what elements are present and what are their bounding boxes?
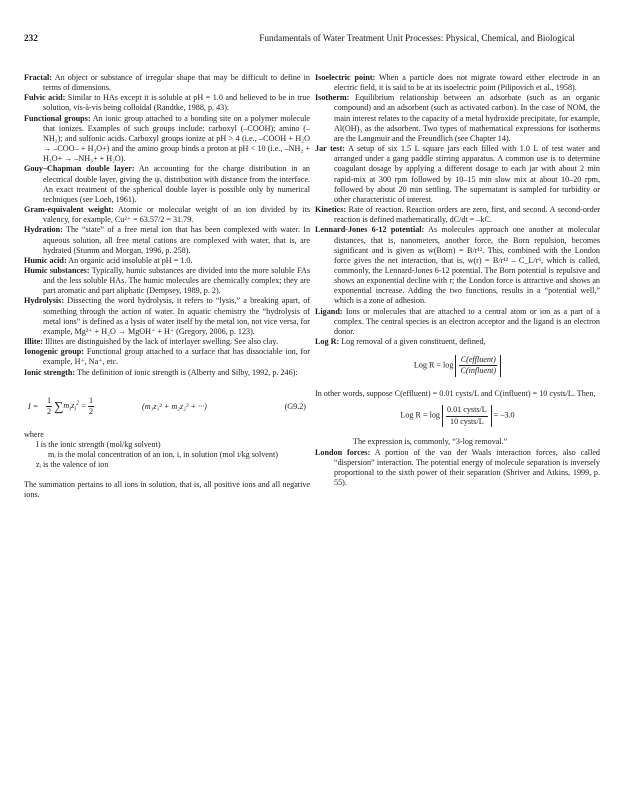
term: Fractal: bbox=[24, 73, 52, 82]
entry-hydration bbox=[24, 225, 310, 255]
entry-humic-substances bbox=[24, 266, 310, 296]
eq2-bracket bbox=[442, 405, 492, 426]
definition: Dissecting the word hydrolysis, it refers to “lysis,” a breaking apart, of something through the action of water. In aquatic chemistry the “hydrolysis of metal ions” is defined as a lysis of water itself by the metal ion, not vice versa, for example, Mg²⁺ + H₂O → MgOH⁺ + H⁺ (Gregory, 2006, p. 123). bbox=[43, 296, 310, 336]
running-title: Fundamentals of Water Treatment Unit Processes: Physical, Chemical, and Biological bbox=[259, 33, 575, 43]
entry-fractal bbox=[24, 73, 310, 93]
entry-kinetics bbox=[315, 205, 600, 225]
eq2-numerator: 0.01 cysts/L bbox=[446, 405, 488, 416]
definition: Ions or molecules that are attached to a central atom or ion as a part of a complex. The central species is an electron acceptor and the ligand is an electron donor. bbox=[334, 306, 600, 336]
term: Kinetics: bbox=[315, 205, 347, 215]
term: London forces: bbox=[315, 447, 371, 457]
eq1-bracket bbox=[455, 355, 501, 376]
entry-ligand bbox=[315, 307, 600, 337]
term: Isoelectric point: bbox=[315, 73, 376, 82]
definition: Equilibrium relationship between an adsorbate (such as an organic compound) and an adsorbent (such as activated carbon). In the case of NOM, the main interest relates to the capacity of a metal hydroxide precipitate, for example, Al(OH)₃ as the adsorbent. Two types of mathematical expressions for isotherms are the Langmuir and the Freundlich (see Chapter 14). bbox=[334, 93, 601, 143]
term: Gram-equivalent weight: bbox=[24, 205, 114, 215]
entry-lennard-jones bbox=[315, 225, 600, 306]
term: Jar test: bbox=[315, 144, 345, 154]
term: Hydration: bbox=[24, 225, 63, 235]
definition: An accounting for the charge distribution in an electrical double layer, giving the ψₓ distribution with distance from the interface. An exact treatment of the spherical double layer is possible only by numerical techniques (see Loeb, 1961). bbox=[43, 164, 310, 204]
definition: A portion of the van der Waals interaction forces, also called “dispersion” interaction. The potential energy of molecule separation is inversely proportional to the sixth power of their separation (Shriver and Atkins, 1999, p. 55). bbox=[334, 447, 600, 487]
definition: Log removal of a given constituent, defined, bbox=[341, 337, 486, 347]
term: Functional groups: bbox=[24, 113, 91, 123]
definition: An ionic group attached to a bonding site on a polymer molecule that ionizes. Examples of such groups include: carboxyl (–COOH); amino (–NH₂); and sulfonic acids. Carboxyl groups ionize at pH > 4 (i.e., –COOH + H₂O → –COO– + H₃O+) and the amino group binds a proton at pH < 10 (i.e., –NH₂ + H₃O+ → –NH₃+ + H₂O). bbox=[43, 113, 310, 164]
definition: A setup of six 1.5 L square jars each filled with 1.0 L of test water and arranged under a gang paddle stirring apparatus. A common use is to determine coagulant dosage by applying a different dosage to each jar with about 2 min rapid-mix at 300 rpm followed by 10–15 min slow mix at about 10–20 rpm, followed by about 20 min settling. The supernatant is sampled for turbidity or other characteristic of interest. bbox=[334, 144, 600, 204]
entry-functional-groups bbox=[24, 114, 310, 165]
definition: Similar to HAs except it is soluble at pH = 1.0 and believed to be in true solution, vis-à-vis being colloidal (Randtke, 1988, p. 43). bbox=[43, 93, 310, 113]
eq-label: (G9.2) bbox=[284, 401, 306, 411]
left-column bbox=[24, 73, 310, 501]
eq1-denominator: C(influent) bbox=[460, 366, 497, 376]
eq2-lhs: Log R = log bbox=[400, 410, 440, 420]
entry-jar-test bbox=[315, 144, 600, 205]
definition: The “state” of a free metal ion that has been complexed with water. In aqueous solution, all free metal cations are complexed with water, that is, are hydrated (Stumm and Morgan, 1996, p. 258). bbox=[43, 225, 311, 255]
definition: Functional group attached to a surface that has dissociable ion, for example, H⁺, Na⁺, etc. bbox=[43, 347, 311, 367]
term: Gouy–Chapman double layer: bbox=[24, 164, 135, 174]
where-item-molal: mᵢ is the molal concentration of an ion, i, in solution (mol i/kg solvent) bbox=[48, 450, 278, 459]
entry-hydrolysis bbox=[24, 296, 310, 337]
definition: When a particle does not migrate toward either electrode in an electric field, it is said to be at its isoelectric point (Pilipovich et al., 1958). bbox=[334, 73, 600, 93]
eq1-numerator: C(effluent) bbox=[459, 355, 497, 366]
entry-ionic-strength bbox=[24, 368, 310, 378]
right-column bbox=[315, 73, 600, 488]
entry-fulvic-acid bbox=[24, 93, 310, 113]
where-item-valence: zᵢ is the valence of ion bbox=[36, 460, 109, 470]
equation-g9-2 bbox=[24, 396, 310, 420]
page-number: 232 bbox=[24, 33, 38, 43]
term: Log R: bbox=[315, 337, 340, 347]
expression-note: The expression is, commonly, “3-log removal.” bbox=[353, 437, 508, 447]
where-label: where bbox=[24, 429, 44, 439]
term: Ionic strength: bbox=[24, 367, 76, 377]
eq-rhs: (m₁z₁² + m₂z₂² + ···) bbox=[142, 401, 207, 411]
equation-log-r bbox=[315, 355, 600, 381]
entry-london-forces bbox=[315, 448, 600, 489]
entry-gouy-chapman bbox=[24, 164, 310, 205]
eq2-rhs: = –3.0 bbox=[493, 410, 515, 420]
entry-isoelectric-point bbox=[315, 73, 600, 93]
term: Hydrolysis: bbox=[24, 296, 65, 306]
term: Ionogenic group: bbox=[24, 347, 84, 357]
summation-note: The summation pertains to all ions in solution, that is, all positive ions and all negative ions. bbox=[24, 480, 310, 500]
where-item-ionic-strength: I is the ionic strength (mol/kg solvent) bbox=[36, 439, 161, 449]
term: Ligand: bbox=[315, 306, 343, 316]
eq2-denominator: 10 cysts/L bbox=[450, 416, 484, 426]
term: Humic substances: bbox=[24, 265, 90, 275]
term: Fulvic acid: bbox=[24, 93, 66, 103]
term: Isotherm: bbox=[315, 93, 350, 103]
definition: Rate of reaction. Reaction orders are zero, first, and second. A second-order reaction is defined mathematically, dC/dt = –kC. bbox=[334, 205, 601, 225]
equation-log-r-example bbox=[315, 405, 600, 431]
definition: As molecules approach one another at molecular distances, that is, nanometers, another force, the Born repulsion, becomes significant and is given as w(Born) = B/r¹². This, combined with the London force gives the net interaction, that is, w(r) = B/r¹² – C_L/r⁶, which is called, commonly, the Lennard-Jones 6-12 potential. The Born potential is repulsive and shows an exponential decline with r; the London force is attractive and shows an exponential increase. Adding the two functions, results in a “potential well,” which is a zone of adhesion. bbox=[334, 225, 600, 306]
definition: Atomic or molecular weight of an ion divided by its valency, for example, Cu²⁺ = 63.57/2 = 31.79. bbox=[43, 205, 310, 225]
term: Humic acid: bbox=[24, 255, 67, 265]
definition: Illites are distinguished by the lack of interlayer swelling. See also clay. bbox=[44, 337, 278, 347]
entry-illite bbox=[24, 337, 310, 347]
entry-log-r bbox=[315, 337, 600, 347]
running-header bbox=[24, 33, 575, 45]
definition: An object or substance of irregular shape that may be difficult to define in terms of dimensions. bbox=[43, 73, 310, 93]
definition: Typically, humic substances are divided into the more soluble FAs and the less soluble HAs. The humic molecules are chemically complex; they are part aromatic and part aliphatic (Dempsey, 1989, p. 2). bbox=[43, 265, 311, 296]
term: Illite: bbox=[24, 337, 43, 347]
entry-isotherm bbox=[315, 93, 600, 144]
entry-humic-acid bbox=[24, 256, 310, 266]
definition: The definition of ionic strength is (Alberty and Silby, 1992, p. 246): bbox=[76, 367, 298, 377]
eq-lhs: I = bbox=[28, 401, 39, 411]
other-words-note: In other words, suppose C(effluent) = 0.01 cysts/L and C(influent) = 10 cysts/L. Then, bbox=[315, 389, 596, 399]
definition: An organic acid insoluble at pH = 1.0. bbox=[68, 255, 193, 265]
entry-gram-equivalent bbox=[24, 205, 310, 225]
eq1-lhs: Log R = log bbox=[413, 360, 454, 370]
term: Lennard-Jones 6-12 potential: bbox=[315, 225, 425, 235]
eq-half-sum: $\frac{1}{2}$ $\sum m_iz_i^2$ = $\frac{1}{2}$ bbox=[47, 395, 94, 416]
entry-ionogenic-group bbox=[24, 347, 310, 367]
